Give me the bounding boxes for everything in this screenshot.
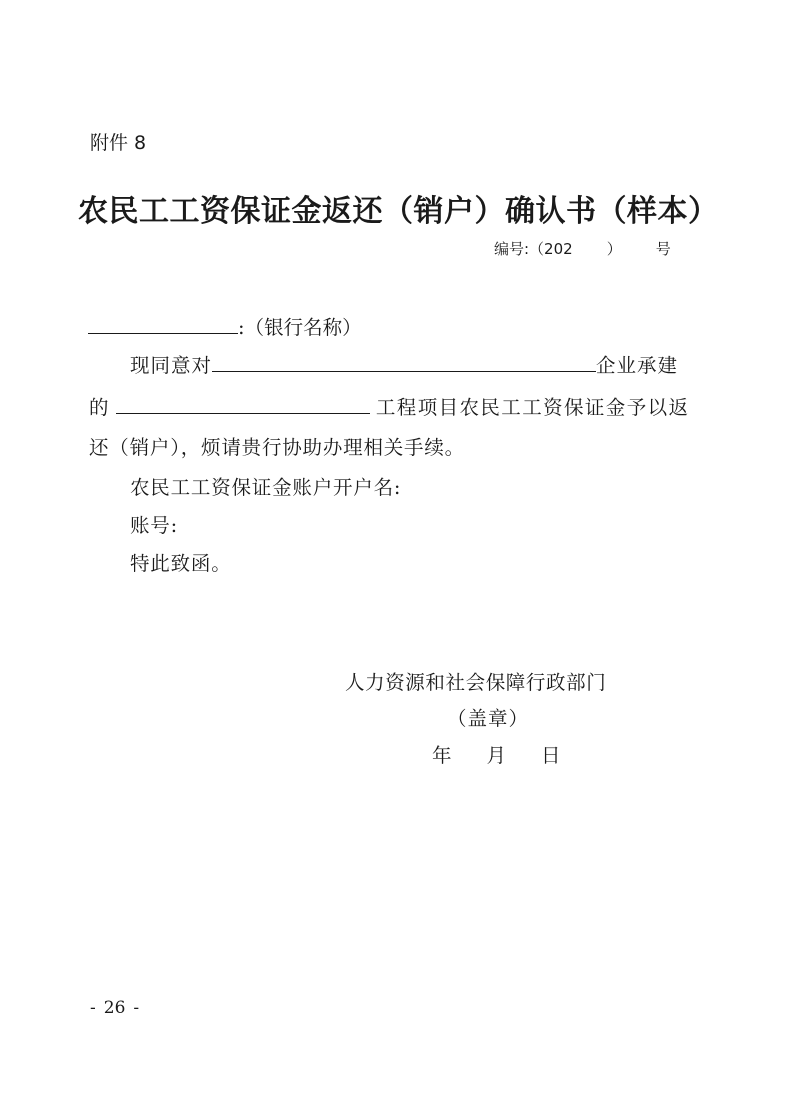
- bank-name-label: :（银行名称）: [238, 316, 362, 339]
- signature-seal: （盖章）: [447, 707, 530, 730]
- closing-text: 特此致函。: [130, 552, 232, 575]
- bank-name-blank: [88, 313, 238, 334]
- page-dash-left: -: [90, 998, 96, 1018]
- project-name-blank: [116, 393, 370, 414]
- signature-date: [432, 740, 561, 768]
- date-year: 年: [432, 744, 452, 767]
- agree-text: 现同意对: [130, 354, 213, 377]
- document-title: 农民工工资保证金返还（销户）确认书（样本）: [78, 194, 719, 229]
- attachment-label: 附件 8: [90, 132, 147, 154]
- paragraph-line-2: [89, 392, 689, 420]
- page-dash-right: -: [133, 998, 140, 1018]
- enterprise-suffix: 企业承建: [596, 354, 679, 377]
- page-number-value: 26: [103, 998, 126, 1018]
- enterprise-name-blank: [212, 351, 596, 372]
- page-number: [90, 998, 139, 1018]
- de-text: 的: [89, 396, 110, 419]
- signature-department: 人力资源和社会保障行政部门: [345, 671, 607, 694]
- paragraph-line-1: [130, 350, 678, 378]
- serial-suffix: 号: [655, 240, 671, 258]
- serial-prefix: 编号:（202: [494, 240, 573, 258]
- paragraph-line-3: 还（销户），烦请贵行协助办理相关手续。: [89, 436, 465, 459]
- bank-name-line: [88, 312, 362, 340]
- serial-number: [494, 238, 671, 259]
- date-day: 日: [541, 744, 561, 767]
- account-name-label: 农民工工资保证金账户开户名:: [130, 476, 402, 499]
- serial-close: ）: [606, 240, 622, 258]
- account-number-label: 账号:: [130, 514, 178, 537]
- project-suffix: 工程项目农民工工资保证金予以返: [375, 396, 690, 419]
- date-month: 月: [486, 744, 507, 767]
